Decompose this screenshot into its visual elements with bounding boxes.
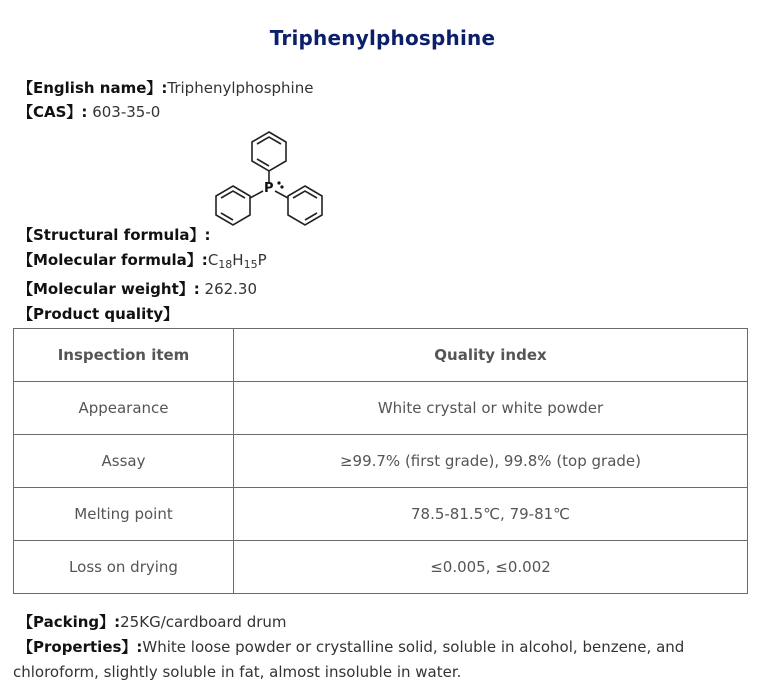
properties-row-continued (13, 660, 461, 684)
properties-label: 【Properties】: (18, 638, 143, 656)
cas-label: 【CAS】: (18, 103, 88, 121)
properties-row (18, 635, 684, 659)
table-row (14, 435, 748, 488)
molecular-weight-row (18, 279, 257, 299)
table-cell-index: White crystal or white powder (234, 382, 748, 435)
table-cell-item: Melting point (14, 488, 234, 541)
cas-value: 603-35-0 (87, 103, 161, 121)
lone-pair-dot (277, 181, 280, 184)
table-row (14, 382, 748, 435)
table-cell-item: Assay (14, 435, 234, 488)
properties-value-line2: chloroform, slightly soluble in fat, almost insoluble in water. (13, 663, 462, 681)
structural-formula-label: 【Structural formula】: (18, 226, 211, 244)
molecular-formula-value: $C_{18}H_{15}P$ (207, 251, 267, 271)
page-title: Triphenylphosphine (269, 26, 496, 50)
packing-row (18, 610, 287, 634)
product-quality-row (18, 304, 178, 324)
quality-table (13, 328, 748, 594)
phosphorus-atom-label: P (264, 181, 274, 196)
molecular-formula-label: 【Molecular formula】: (18, 251, 208, 269)
table-header-quality-index: Quality index (234, 329, 748, 382)
table-cell-item: Loss on drying (14, 541, 234, 594)
lone-pair-dot (280, 185, 283, 188)
product-quality-label: 【Product quality】 (18, 305, 179, 323)
molecular-formula-row (18, 250, 267, 270)
molecular-weight-label: 【Molecular weight】: (18, 280, 200, 298)
table-row (14, 488, 748, 541)
molecular-weight-value: 262.30 (199, 280, 258, 298)
table-cell-index: 78.5-81.5℃, 79-81℃ (234, 488, 748, 541)
table-header-inspection-item: Inspection item (14, 329, 234, 382)
packing-label: 【Packing】: (18, 613, 121, 631)
table-row (14, 541, 748, 594)
english-name-value: Triphenylphosphine (167, 79, 314, 97)
packing-value: 25KG/cardboard drum (120, 613, 287, 631)
structural-formula-row (18, 225, 210, 245)
table-cell-index: ≤0.005, ≤0.002 (234, 541, 748, 594)
table-cell-item: Appearance (14, 382, 234, 435)
english-name-label: 【English name】: (18, 79, 168, 97)
table-cell-index: ≥99.7% (first grade), 99.8% (top grade) (234, 435, 748, 488)
table-header-row (14, 329, 748, 382)
cas-row (18, 102, 160, 122)
structural-formula-image (205, 128, 335, 236)
english-name-row (18, 78, 313, 98)
properties-value-line1: White loose powder or crystalline solid, soluble in alcohol, benzene, and (142, 638, 685, 656)
